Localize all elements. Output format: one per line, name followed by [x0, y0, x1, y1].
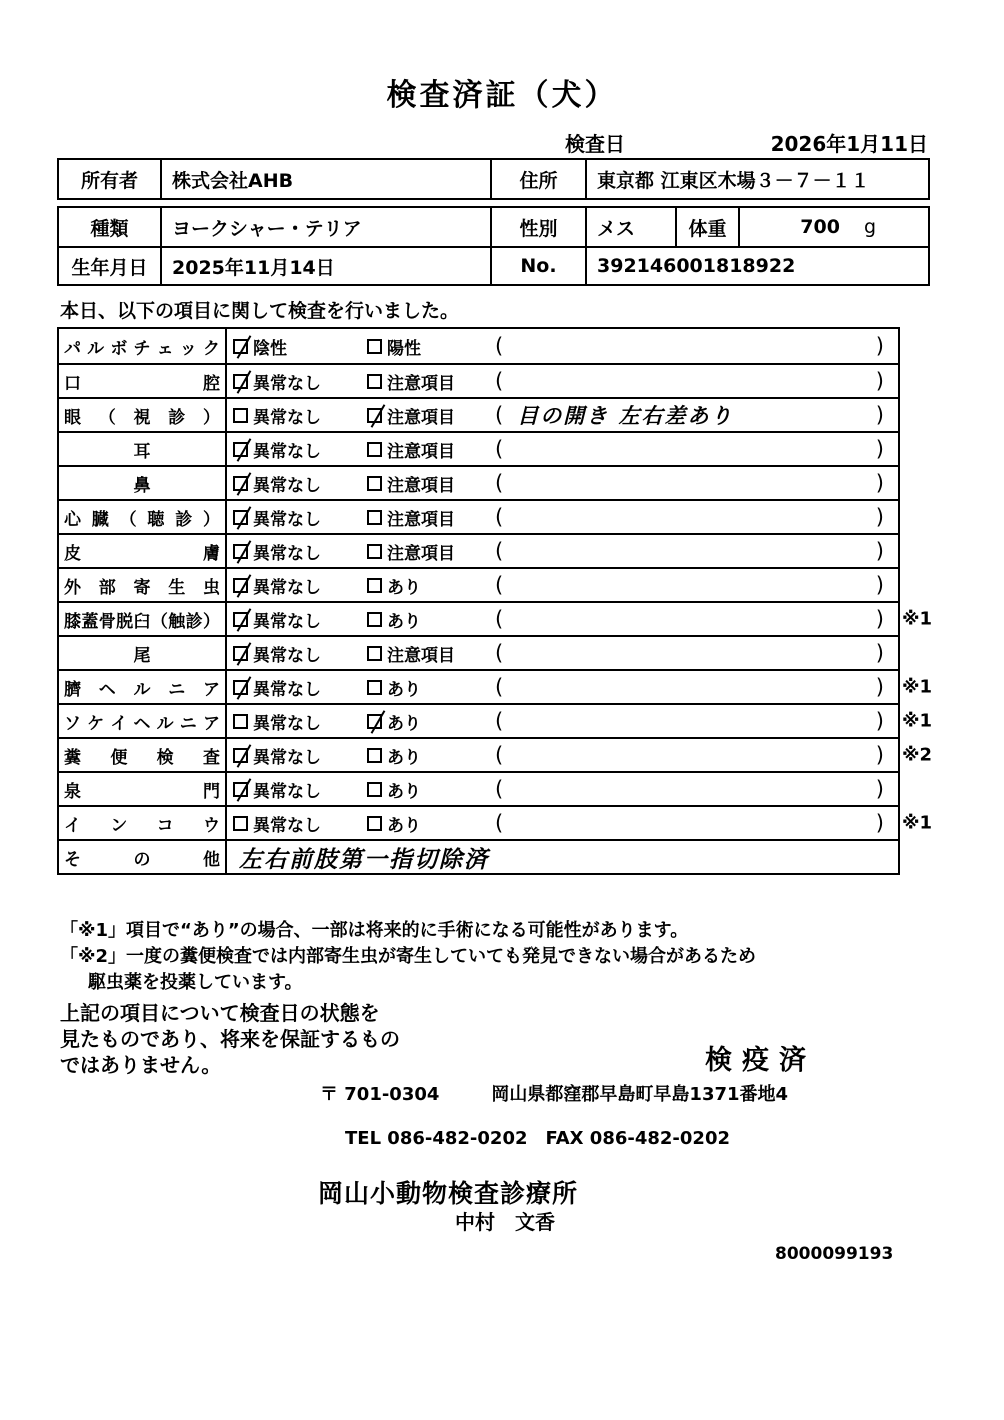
check-options-cell: [227, 365, 898, 397]
dob-value: 2025年11月14日: [162, 248, 492, 284]
option-2: [367, 403, 495, 428]
reference-mark: ※1: [902, 608, 933, 630]
check-options-cell: [227, 569, 898, 601]
postal-code: 〒 701-0304: [320, 1084, 440, 1105]
paren-close: ): [875, 709, 884, 733]
checkbox-label: あり: [387, 679, 421, 700]
checkbox-unchecked-icon: [367, 442, 382, 457]
checkbox-unchecked-icon: [367, 510, 382, 525]
paren-open: (: [495, 505, 504, 529]
checkbox-label: 異常なし: [253, 577, 321, 598]
check-options-cell: [227, 467, 898, 499]
checkbox-label: 異常なし: [253, 475, 321, 496]
disclaimer-row: [60, 1000, 932, 1078]
option-1: [233, 539, 367, 564]
checkbox-label: 異常なし: [253, 611, 321, 632]
weight-unit: g: [863, 216, 876, 238]
pet-table: [57, 206, 930, 286]
breed-row: [59, 208, 928, 246]
paren-open: (: [495, 777, 504, 801]
paren-close: ): [875, 369, 884, 393]
option-1: [233, 743, 367, 768]
checkbox-label: 異常なし: [253, 747, 321, 768]
checkbox-checked-icon: [233, 374, 248, 389]
checkbox-label: 異常なし: [253, 815, 321, 836]
footnotes: [60, 918, 756, 996]
paren-close: ): [875, 777, 884, 801]
checkbox-checked-icon: [233, 339, 248, 354]
checkbox-label: 異常なし: [253, 441, 321, 462]
breed-label: 種類: [59, 208, 162, 246]
option-1: [233, 505, 367, 530]
clinic-tel-fax: TEL 086-482-0202 FAX 086-482-0202: [345, 1128, 730, 1149]
check-options-cell: [227, 705, 898, 737]
item-name: 口 腔: [59, 365, 227, 397]
disclaimer-line-1: 上記の項目について検査日の状態を: [60, 1001, 380, 1025]
weight-cell: [740, 208, 932, 246]
option-2: [367, 811, 495, 836]
paren-open: (: [495, 743, 504, 767]
paren-open: (: [495, 437, 504, 461]
veterinarian-name: 中村 文香: [455, 1210, 555, 1234]
item-name: 心 臓 （ 聴 診 ）: [59, 501, 227, 533]
no-value: 392146001818922: [597, 255, 796, 277]
check-options-cell: [227, 501, 898, 533]
checkbox-label: あり: [387, 747, 421, 768]
checkbox-checked-icon: [233, 578, 248, 593]
dob-label: 生年月日: [59, 248, 162, 284]
disclaimer-line-2: 見たものであり、将来を保証するもの: [60, 1027, 400, 1051]
no-label: No.: [492, 248, 587, 284]
option-1: [233, 811, 367, 836]
checkbox-unchecked-icon: [233, 714, 248, 729]
checklist-row: [59, 397, 898, 431]
paren-close: ): [875, 743, 884, 767]
item-name: 皮 膚: [59, 535, 227, 567]
checklist-row: [59, 567, 898, 601]
item-name: 尾: [59, 637, 227, 669]
dob-row: [59, 246, 928, 284]
option-2: [367, 743, 495, 768]
checkbox-unchecked-icon: [367, 374, 382, 389]
checklist-row: [59, 329, 898, 363]
footnote-2-continued: 駆虫薬を投薬しています。: [88, 972, 303, 993]
paren-open: (: [495, 471, 504, 495]
checkbox-unchecked-icon: [367, 544, 382, 559]
option-2: [367, 641, 495, 666]
disclaimer-line-3: ではありません。: [60, 1053, 222, 1077]
option-1: [233, 403, 367, 428]
item-name: 耳: [59, 433, 227, 465]
check-options-cell: [227, 739, 898, 771]
checkbox-checked-icon: [233, 646, 248, 661]
option-1: [233, 334, 367, 359]
option-1: [233, 471, 367, 496]
option-2: [367, 607, 495, 632]
paren-open: (: [495, 539, 504, 563]
paren-close: ): [875, 641, 884, 665]
owner-value: 株式会社AHB: [162, 160, 492, 198]
item-name: 膝 蓋 骨 脱 臼 （ 触 診 ）: [59, 603, 227, 635]
checkbox-label: 注意項目: [387, 441, 455, 462]
address-value: 東京都 江東区木場３－７－１１: [597, 169, 870, 192]
check-options-cell: [227, 603, 898, 635]
check-options-cell: [227, 399, 898, 431]
option-2: [367, 471, 495, 496]
checkbox-label: 陽性: [387, 338, 421, 359]
checklist-row: [59, 635, 898, 669]
check-options-cell: [227, 329, 898, 363]
check-options-cell: [227, 535, 898, 567]
checkbox-label: 注意項目: [387, 475, 455, 496]
paren-open: (: [495, 811, 504, 835]
weight-value: 700: [800, 216, 840, 238]
option-2: [367, 573, 495, 598]
quarantine-stamp: 検疫済: [705, 1045, 816, 1076]
checkbox-checked-icon: [367, 714, 382, 729]
option-2: [367, 369, 495, 394]
checkbox-unchecked-icon: [367, 782, 382, 797]
other-findings-cell: [227, 841, 898, 873]
sex-value: メス: [587, 208, 677, 246]
intro-text: 本日、以下の項目に関して検査を行いました。: [60, 300, 460, 322]
checkbox-label: 異常なし: [253, 781, 321, 802]
checkbox-unchecked-icon: [367, 612, 382, 627]
checkbox-unchecked-icon: [367, 646, 382, 661]
checkbox-checked-icon: [233, 510, 248, 525]
checkbox-label: あり: [387, 713, 421, 734]
checkbox-label: 異常なし: [253, 645, 321, 666]
paren-close: ): [875, 539, 884, 563]
option-2: [367, 539, 495, 564]
paren-close: ): [875, 437, 884, 461]
checkbox-label: 異常なし: [253, 679, 321, 700]
checkbox-unchecked-icon: [367, 816, 382, 831]
reference-mark: ※1: [902, 676, 933, 698]
option-1: [233, 437, 367, 462]
option-2: [367, 505, 495, 530]
checkbox-checked-icon: [233, 476, 248, 491]
option-2: [367, 675, 495, 700]
paren-close: ): [875, 811, 884, 835]
checklist-row: [59, 839, 898, 873]
handwritten-note: 左右前肢第一指切除済: [239, 846, 489, 873]
checklist-row: [59, 669, 933, 703]
paren-close: ): [875, 403, 884, 427]
checkbox-unchecked-icon: [367, 476, 382, 491]
weight-label: 体重: [677, 208, 740, 246]
paren-close: ): [875, 607, 884, 631]
checkbox-unchecked-icon: [233, 816, 248, 831]
checklist-row: [59, 771, 898, 805]
checkbox-checked-icon: [233, 612, 248, 627]
check-options-cell: [227, 773, 898, 805]
option-1: [233, 675, 367, 700]
owner-row: [59, 160, 928, 198]
checklist-row: [59, 601, 933, 635]
paren-open: (: [495, 334, 504, 358]
option-1: [233, 641, 367, 666]
checkbox-checked-icon: [233, 782, 248, 797]
check-options-cell: [227, 807, 898, 839]
checkbox-unchecked-icon: [367, 339, 382, 354]
option-1: [233, 777, 367, 802]
checkbox-label: 注意項目: [387, 407, 455, 428]
paren-close: ): [875, 471, 884, 495]
option-2: [367, 334, 495, 359]
checklist-row: [59, 805, 933, 839]
checkbox-checked-icon: [367, 408, 382, 423]
reference-mark: ※1: [902, 710, 933, 732]
checkbox-label: 注意項目: [387, 509, 455, 530]
clinic-name: 岡山小動物検査診療所: [318, 1179, 579, 1208]
clinic-postal-row: [57, 1080, 788, 1106]
paren-open: (: [495, 607, 504, 631]
reference-mark: ※1: [902, 812, 933, 834]
checklist-row: [59, 533, 898, 567]
item-name: 外 部 寄 生 虫: [59, 569, 227, 601]
checklist-row: [59, 737, 933, 771]
item-name: 鼻: [59, 467, 227, 499]
checkbox-label: あり: [387, 611, 421, 632]
checkbox-unchecked-icon: [367, 578, 382, 593]
inspection-date-label: 検査日: [565, 132, 625, 156]
item-name: 眼 （ 視 診 ）: [59, 399, 227, 431]
paren-close: ): [875, 505, 884, 529]
checkbox-label: 異常なし: [253, 713, 321, 734]
checkbox-label: 注意項目: [387, 373, 455, 394]
paren-close: ): [875, 573, 884, 597]
checklist-row: [59, 703, 933, 737]
item-name: 糞 便 検 査: [59, 739, 227, 771]
checklist-row: [59, 465, 898, 499]
item-name: そ の 他: [59, 841, 227, 873]
paren-open: (: [495, 369, 504, 393]
paren-open: (: [495, 675, 504, 699]
disclaimer-text: [60, 1000, 400, 1078]
option-2: [367, 777, 495, 802]
option-2: [367, 709, 495, 734]
checklist-row: [59, 431, 898, 465]
inspection-date-row: [57, 128, 930, 157]
checkbox-checked-icon: [233, 680, 248, 695]
paren-close: ): [875, 334, 884, 358]
clinic-address: 岡山県都窪郡早島町早島1371番地4: [491, 1084, 789, 1105]
owner-table: [57, 158, 930, 200]
paren-close: ): [875, 675, 884, 699]
finding-note: 目の開き 左右差あり: [517, 404, 734, 428]
checkbox-checked-icon: [233, 748, 248, 763]
option-1: [233, 369, 367, 394]
checkbox-label: あり: [387, 815, 421, 836]
owner-label: 所有者: [59, 160, 162, 198]
checkbox-label: 異常なし: [253, 509, 321, 530]
checkbox-label: 異常なし: [253, 373, 321, 394]
check-options-cell: [227, 433, 898, 465]
item-name: 臍 ヘ ル ニ ア: [59, 671, 227, 703]
checklist-row: [59, 363, 898, 397]
inspection-date-value: 2026年1月11日: [770, 132, 928, 156]
paren-open: (: [495, 573, 504, 597]
checkbox-label: 異常なし: [253, 543, 321, 564]
footnote-1: 「※1」項目で“あり”の場合、一部は将来的に手術になる可能性があります。: [60, 920, 689, 941]
checkbox-checked-icon: [233, 544, 248, 559]
checkbox-unchecked-icon: [367, 748, 382, 763]
checklist-row: [59, 499, 898, 533]
checkbox-label: あり: [387, 781, 421, 802]
footnote-2: 「※2」一度の糞便検査では内部寄生虫が寄生していても発見できない場合があるため: [60, 946, 757, 967]
checklist-table: [57, 327, 933, 875]
checkbox-checked-icon: [233, 442, 248, 457]
address-label: 住所: [492, 160, 587, 198]
checkbox-unchecked-icon: [367, 680, 382, 695]
breed-value: ヨークシャー・テリア: [162, 208, 492, 246]
sex-label: 性別: [492, 208, 587, 246]
checkbox-label: 注意項目: [387, 543, 455, 564]
option-1: [233, 709, 367, 734]
serial-number: 8000099193: [775, 1244, 894, 1264]
item-name: イ ン コ ウ: [59, 807, 227, 839]
paren-open: (: [495, 403, 504, 427]
checkbox-label: あり: [387, 577, 421, 598]
checkbox-unchecked-icon: [233, 408, 248, 423]
option-1: [233, 573, 367, 598]
check-options-cell: [227, 637, 898, 669]
item-name: 泉 門: [59, 773, 227, 805]
item-name: ソ ケ イ ヘ ル ニ ア: [59, 705, 227, 737]
option-1: [233, 607, 367, 632]
page-title: 検査済証（犬）: [386, 78, 618, 113]
item-name: パ ル ボ チ ェ ッ ク: [59, 329, 227, 363]
paren-open: (: [495, 641, 504, 665]
checkbox-label: 注意項目: [387, 645, 455, 666]
paren-open: (: [495, 709, 504, 733]
checkbox-label: 陰性: [253, 338, 287, 359]
option-2: [367, 437, 495, 462]
check-options-cell: [227, 671, 898, 703]
checkbox-label: 異常なし: [253, 407, 321, 428]
reference-mark: ※2: [902, 744, 933, 766]
